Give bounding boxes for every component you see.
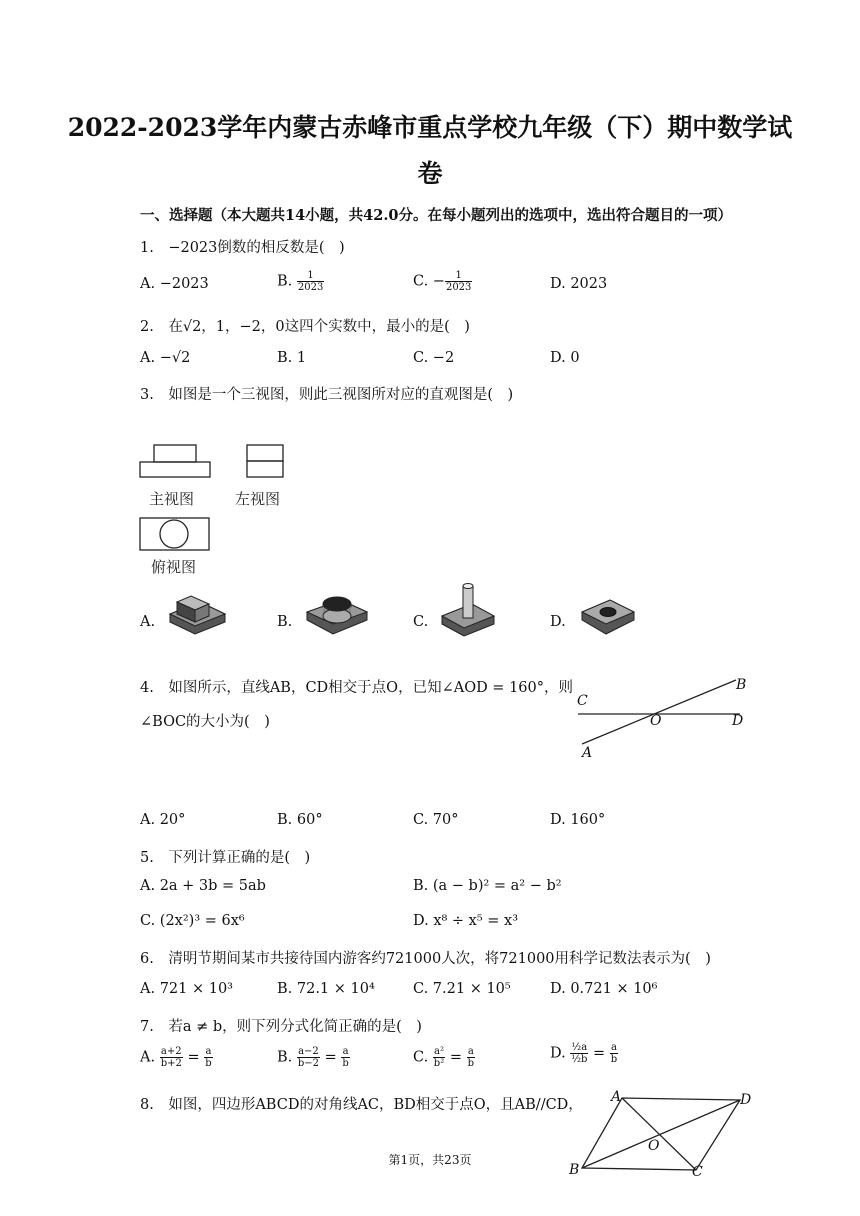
q7-a-prefix: A. <box>140 1049 160 1066</box>
q7-b-lhs-den: b−2 <box>297 1058 320 1069</box>
q5-option-b: B. (a − b)² = a² − b² <box>413 878 562 894</box>
q8-label-o: O <box>648 1138 660 1154</box>
q7-b-rhs-den: b <box>342 1058 349 1069</box>
q8-label-c: C <box>692 1164 703 1180</box>
q7-a-rhs-num: a <box>205 1046 212 1057</box>
q7-d-lhs-num: ½a <box>571 1042 588 1053</box>
q4-label-o: O <box>650 713 662 729</box>
question-6-stem: 6. 清明节期间某市共接待国内游客约721000人次，将721000用科学记数法表示为( ) <box>140 951 711 967</box>
q1-c-numerator: 1 <box>445 270 472 282</box>
question-2-stem: 2. 在√2，1，−2，0这四个实数中，最小的是( ) <box>140 319 470 335</box>
q4-option-a: A. 20° <box>140 812 186 828</box>
q5-option-d: D. x⁸ ÷ x⁵ = x³ <box>413 913 519 929</box>
q2-option-d: D. 0 <box>550 350 580 366</box>
q7-c-lhs-num: a² <box>434 1046 444 1057</box>
question-4-stem-line1: 4. 如图所示，直线AB，CD相交于点O，已知∠AOD = 160°，则 <box>140 680 573 696</box>
q2-option-c: C. −2 <box>413 350 455 366</box>
q7-b-rhs <box>341 1046 349 1069</box>
q7-c-prefix: C. <box>413 1049 433 1066</box>
q5-option-c: C. (2x²)³ = 6x⁶ <box>140 913 245 929</box>
document-title-line2: 卷 <box>417 159 443 188</box>
q4-label-d: D <box>732 713 744 729</box>
q7-c-rhs-num: a <box>467 1046 474 1057</box>
q7-a-lhs-num: a+2 <box>160 1046 182 1057</box>
q3-option-c-label: C. <box>413 614 429 630</box>
q7-c-lhs <box>433 1046 445 1069</box>
q1-option-a: A. −2023 <box>140 276 209 292</box>
top-view-label: 俯视图 <box>151 558 197 576</box>
q4-option-b: B. 60° <box>277 812 323 828</box>
q7-a-lhs-den: b+2 <box>160 1058 182 1069</box>
q3-option-b-figure <box>303 592 371 642</box>
q7-d-lhs-den: ½b <box>571 1054 588 1065</box>
q3-option-a-figure <box>165 592 230 642</box>
q2-option-a: A. −√2 <box>140 350 191 366</box>
q8-label-a: A <box>611 1089 622 1105</box>
q7-d-prefix: D. <box>550 1045 571 1062</box>
top-view-circle <box>160 520 188 548</box>
q7-d-rhs-num: a <box>611 1042 617 1053</box>
question-5-stem: 5. 下列计算正确的是( ) <box>140 850 311 866</box>
q3-option-c-figure <box>438 580 498 646</box>
q7-b-lhs-num: a−2 <box>298 1046 319 1057</box>
front-view-top-block <box>154 445 196 462</box>
q7-d-rhs-den: b <box>610 1054 618 1065</box>
q4-option-d: D. 160° <box>550 812 606 828</box>
front-view-base <box>140 462 210 477</box>
top-view-rect <box>140 518 209 550</box>
q1-b-denominator: 2023 <box>297 282 324 293</box>
q1-option-b-fraction <box>297 270 324 293</box>
q7-a-rhs <box>204 1046 212 1069</box>
q4-label-b: B <box>736 677 747 693</box>
q3-option-d-label: D. <box>550 614 566 630</box>
q1-c-denominator: 2023 <box>445 282 472 293</box>
q8-label-b: B <box>569 1162 580 1178</box>
q1-b-numerator: 1 <box>297 270 324 282</box>
q7-a-lhs <box>160 1046 183 1069</box>
question-7-stem: 7. 若a ≠ b，则下列分式化简正确的是( ) <box>140 1019 422 1035</box>
q5-option-a: A. 2a + 3b = 5ab <box>140 878 266 894</box>
q7-option-a: A. $\frac{a+2}{b+2}$ = $\frac{a}{b}$ <box>140 1046 212 1069</box>
q3-option-b-label: B. <box>277 614 293 630</box>
front-view-label: 主视图 <box>149 490 195 508</box>
question-3-stem: 3. 如图是一个三视图，则此三视图所对应的直观图是( ) <box>140 387 514 403</box>
q4-option-c: C. 70° <box>413 812 459 828</box>
q8-label-d: D <box>740 1092 752 1108</box>
line-ab <box>582 680 736 744</box>
q7-b-rhs-num: a <box>342 1046 349 1057</box>
q6-option-d: D. 0.721 × 10⁶ <box>550 981 658 997</box>
question-4-stem-line2: ∠BOC的大小为( ) <box>140 714 270 730</box>
section-heading: 一、选择题（本大题共14小题，共42.0分。在每小题列出的选项中，选出符合题目的一项） <box>140 207 732 224</box>
q7-option-c: C. $\frac{\text{a²}}{\text{b²}}$ = $\frac{a}{b}$ <box>413 1046 474 1069</box>
q1-option-d: D. 2023 <box>550 276 608 292</box>
q7-a-rhs-den: b <box>205 1058 212 1069</box>
question-8-stem: 8. 如图，四边形ABCD的对角线AC，BD相交于点O，且AB//CD， <box>140 1097 583 1113</box>
q7-d-rhs <box>610 1042 618 1065</box>
q7-d-lhs <box>570 1042 588 1065</box>
q2-option-b: B. 1 <box>277 350 307 366</box>
q7-c-rhs-den: b <box>467 1058 474 1069</box>
q6-option-b: B. 72.1 × 10⁴ <box>277 981 375 997</box>
question-1-stem: 1. −2023倒数的相反数是( ) <box>140 240 345 256</box>
q1-option-b <box>277 270 324 293</box>
q1-option-c <box>413 270 472 293</box>
q1-option-b-prefix: B. <box>277 273 297 290</box>
q3-option-d-figure <box>578 596 638 644</box>
q7-b-prefix: B. <box>277 1049 297 1066</box>
q4-label-a: A <box>582 745 593 761</box>
q8-quadrilateral-figure <box>570 1088 760 1184</box>
q1-option-c-prefix: C. − <box>413 273 445 290</box>
q3-option-a-label: A. <box>140 614 156 630</box>
q7-b-lhs <box>297 1046 320 1069</box>
q7-c-lhs-den: b² <box>433 1058 445 1069</box>
q1-option-c-fraction <box>445 270 472 293</box>
q7-option-b: B. $\frac{a-2}{b-2}$ = $\frac{a}{b}$ <box>277 1046 349 1069</box>
q6-option-a: A. 721 × 10³ <box>140 981 233 997</box>
document-title-line1: 2022-2023学年内蒙古赤峰市重点学校九年级（下）期中数学试 <box>67 113 793 142</box>
q6-option-c: C. 7.21 × 10⁵ <box>413 981 511 997</box>
q7-option-d: D. $\frac{\text{½a}}{\text{½b}}$ = $\frac{a}{b}$ <box>550 1042 618 1065</box>
left-view-label: 左视图 <box>235 490 281 508</box>
q7-c-rhs <box>467 1046 475 1069</box>
q4-label-c: C <box>577 693 588 709</box>
page-footer: 第1页，共23页 <box>388 1153 472 1167</box>
